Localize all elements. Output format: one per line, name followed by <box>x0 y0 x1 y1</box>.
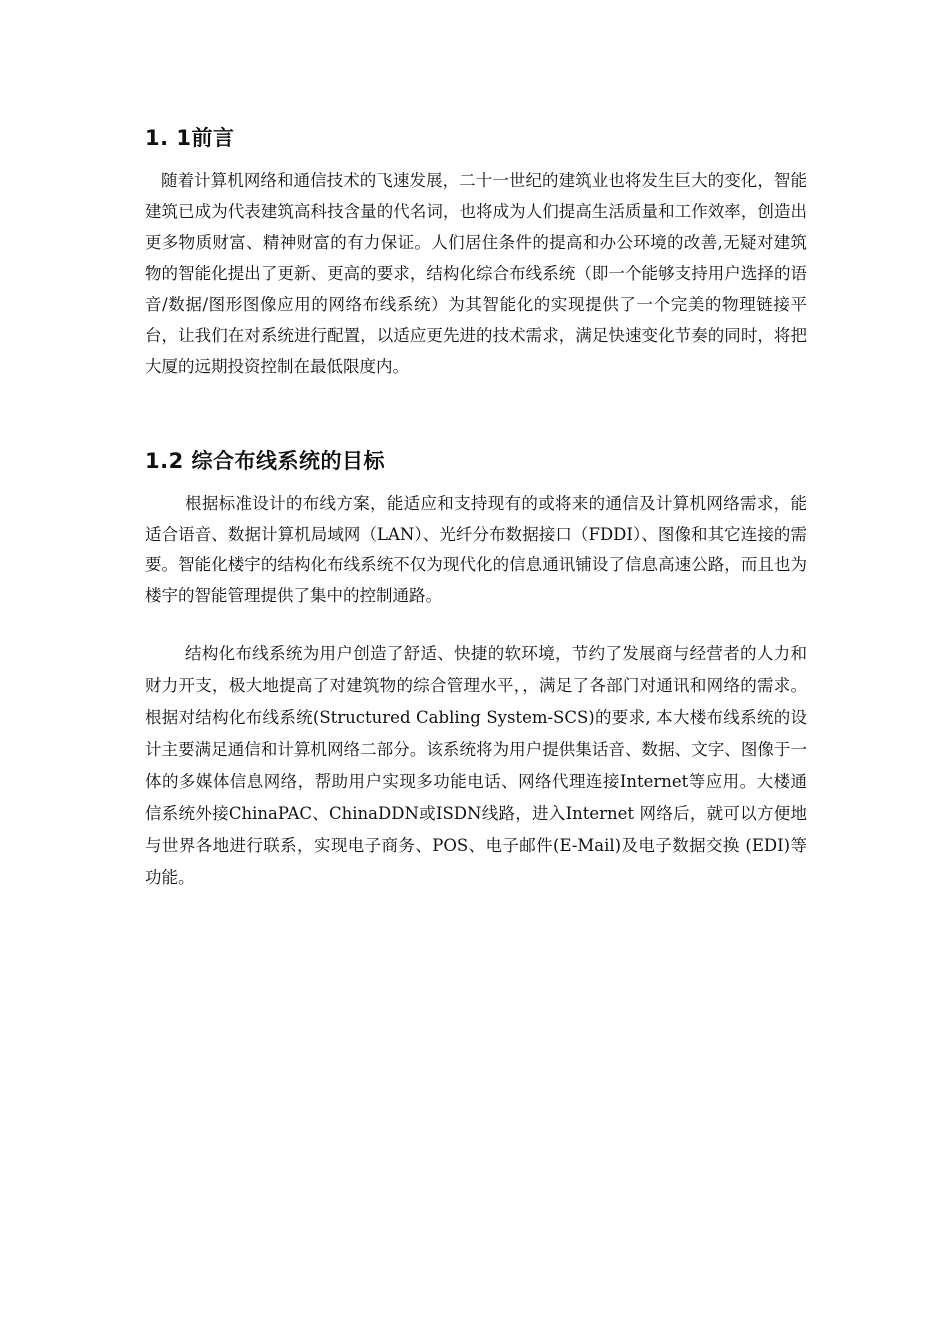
section-heading-1-2: 1.2 综合布线系统的目标 <box>145 449 386 473</box>
section-1-2-paragraph-1: 根据标准设计的布线方案，能适应和支持现有的或将来的通信及计算机网络需求，能适合语音、数据计算机局域网（LAN）、光纤分布数据接口（FDDI）、图像和其它连接的需要。智能化楼宇的结构化布线系统不仅为现代化的信息通讯铺设了信息高速公路，而且也为楼宇的智能管理提供了集中的控制通路。 <box>145 494 807 605</box>
section-1-1-paragraph: 随着计算机网络和通信技术的飞速发展，二十一世纪的建筑业也将发生巨大的变化，智能建筑已成为代表建筑高科技含量的代名词，也将成为人们提高生活质量和工作效率，创造出更多物质财富、精神财富的有力保证。人们居住条件的提高和办公环境的改善,无疑对建筑物的智能化提出了更新、更高的要求，结构化综合布线系统（即一个能够支持用户选择的语音/数据/图形图像应用的网络布线系统）为其智能化的实现提供了一个完美的物理链接平台，让我们在对系统进行配置，以适应更先进的技术需求，满足快速变化节奏的同时，将把大厦的远期投资控制在最低限度内。 <box>145 171 807 376</box>
section-heading-1-1: 1. 1前言 <box>145 126 235 150</box>
section-1-2-paragraph-2: 结构化布线系统为用户创造了舒适、快捷的软环境，节约了发展商与经营者的人力和财力开支，极大地提高了对建筑物的综合管理水平，，满足了各部门对通讯和网络的需求。根据对结构化布线系统(Structured Cabling System-SCS)的要求, 本大楼布线系统的设计主要满足通信和计算机网络二部分。该系统将为用户提供集话音、数据、文字、图像于一体的多媒体信息网络，帮助用户实现多功能电话、网络代理连接Internet等应用。大楼通信系统外接ChinaPAC、ChinaDDN或ISDN线路，进入Internet 网络后，就可以方便地与世界各地进行联系，实现电子商务、POS、电子邮件(E-Mail)及电子数据交换 (EDI)等功能。 <box>145 644 807 887</box>
